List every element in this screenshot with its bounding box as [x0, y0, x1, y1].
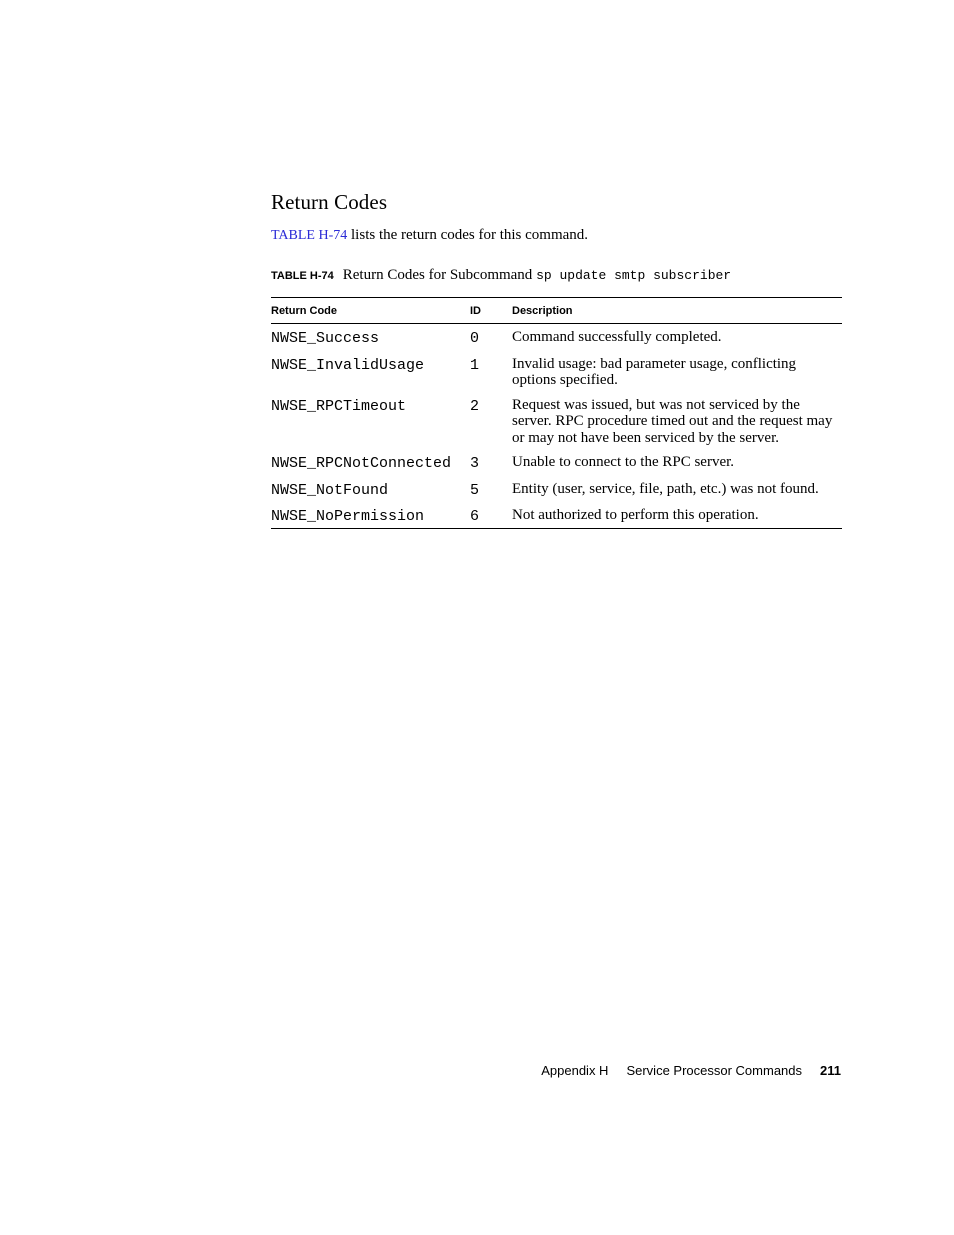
- return-code-cell: NWSE_Success: [271, 330, 380, 347]
- table-caption-command: sp update smtp subscriber: [536, 268, 732, 283]
- description-cell: Invalid usage: bad parameter usage, conflicting options specified.: [512, 355, 797, 388]
- table-caption-text: Return Codes for Subcommand: [342, 267, 537, 283]
- intro-text: lists the return codes for this command.: [347, 227, 589, 243]
- id-cell: 1: [470, 356, 480, 374]
- return-code-cell: NWSE_InvalidUsage: [271, 356, 425, 374]
- description-cell: Not authorized to perform this operation.: [512, 507, 759, 523]
- table-row: [271, 502, 842, 528]
- column-header-return-code: Return Code: [271, 298, 470, 324]
- return-code-cell: NWSE_RPCTimeout: [271, 397, 407, 415]
- table-row: [271, 392, 842, 450]
- id-cell: 0: [470, 330, 480, 347]
- page-content: [271, 186, 842, 529]
- table-caption-label: TABLE H-74: [271, 270, 334, 282]
- description-cell: Command successfully completed.: [512, 329, 722, 345]
- id-cell: 3: [470, 455, 480, 472]
- section-title: Return Codes: [271, 190, 388, 214]
- table-row: [271, 351, 842, 392]
- id-cell: 5: [470, 481, 480, 499]
- footer-appendix: Appendix H: [541, 1063, 609, 1078]
- table-header-row: [271, 298, 842, 324]
- page-number: 211: [820, 1063, 841, 1078]
- id-cell: 6: [470, 508, 480, 525]
- intro-paragraph: [271, 226, 842, 245]
- description-cell: Unable to connect to the RPC server.: [512, 454, 735, 470]
- table-cross-reference-link[interactable]: TABLE H-74: [271, 228, 348, 243]
- footer-chapter-title: Service Processor Commands: [626, 1063, 803, 1078]
- return-code-cell: NWSE_RPCNotConnected: [271, 455, 452, 472]
- return-code-cell: NWSE_NotFound: [271, 481, 389, 499]
- column-header-description: Description: [512, 298, 842, 324]
- table-row: [271, 476, 842, 503]
- table-row: [271, 324, 842, 351]
- page-footer: [541, 1063, 841, 1079]
- id-cell: 2: [470, 397, 480, 415]
- return-code-cell: NWSE_NoPermission: [271, 508, 425, 525]
- table-caption: [271, 266, 842, 285]
- table-row: [271, 449, 842, 476]
- return-codes-table: [271, 297, 842, 529]
- description-cell: Entity (user, service, file, path, etc.) was not found.: [512, 480, 819, 497]
- description-cell: Request was issued, but was not serviced by the server. RPC procedure timed out and the request may or may not have been serviced by the server.: [512, 396, 833, 446]
- column-header-id: ID: [470, 298, 512, 324]
